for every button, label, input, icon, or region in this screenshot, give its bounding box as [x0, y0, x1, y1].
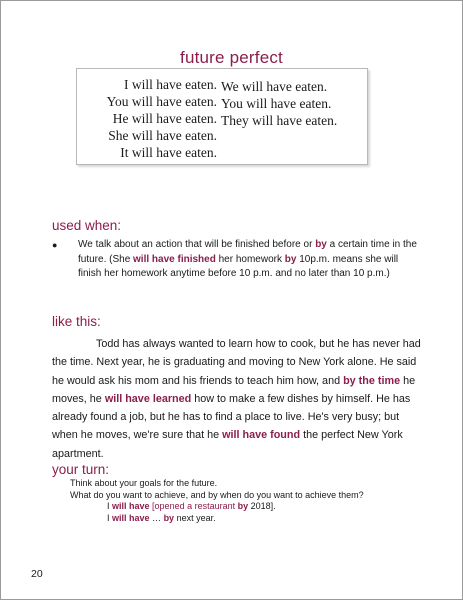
practice-sentence: [52, 513, 442, 525]
emphasis-text: by: [315, 239, 327, 250]
emphasis-text: will have found: [222, 429, 301, 442]
conjugation-line: They will have eaten.: [221, 113, 338, 128]
page-title: future perfect: [180, 48, 283, 67]
emphasis-text: will have: [112, 501, 150, 511]
emphasis-text: will have learned: [104, 392, 192, 405]
your-turn-block: [52, 478, 442, 524]
usage-bullet: [52, 238, 422, 282]
text-run: We talk about an action that will be finished before or: [78, 239, 316, 250]
conjugation-singular-column: [107, 76, 217, 161]
your-turn-heading: your turn:: [52, 462, 110, 477]
conjugation-line: It will have eaten.: [120, 145, 217, 160]
text-run: [opened a restaurant: [149, 501, 238, 511]
example-paragraph: [52, 335, 424, 463]
text-run: how to make a few dishes by himself. He has already found a job, but he has to find a place to live. He's very busy; but when he moves, we're sure that he: [52, 392, 411, 442]
emphasis-text: will have: [112, 512, 150, 523]
conjugation-plural-column: [221, 78, 337, 129]
instruction-line: Think about your goals for the future.: [70, 478, 218, 488]
text-run: the perfect New York apartment.: [52, 429, 403, 460]
text-run: her homework: [215, 253, 285, 265]
conjugation-line: I will have eaten.: [124, 77, 217, 92]
text-run: …: [149, 512, 164, 523]
emphasis-text: will have finished: [133, 253, 216, 265]
conjugation-line: She will have eaten.: [108, 128, 217, 143]
conjugation-line: You will have eaten.: [221, 96, 332, 111]
text-run: next year.: [174, 512, 216, 523]
conjugation-line: You will have eaten.: [106, 94, 217, 109]
conjugation-box: [76, 68, 368, 165]
like-this-heading: like this:: [52, 314, 101, 329]
emphasis-text: by: [163, 512, 175, 523]
conjugation-line: He will have eaten.: [112, 111, 217, 126]
text-run: I: [107, 512, 113, 523]
text-run: 10p.m. means she will finish her homework anytime before 10 p.m. and no later than 10 p.m.): [78, 253, 399, 279]
emphasis-text: by the time: [343, 374, 401, 387]
page-number: 20: [31, 568, 43, 580]
usage-bullet-text: [78, 238, 422, 282]
example-sentence: [52, 501, 442, 513]
emphasis-text: by: [237, 501, 249, 511]
instruction-line: What do you want to achieve, and by when do you want to achieve them?: [70, 489, 364, 500]
used-when-heading: used when:: [52, 218, 122, 233]
emphasis-text: by: [284, 253, 297, 265]
conjugation-line: We will have eaten.: [221, 79, 328, 94]
text-run: I: [107, 501, 113, 511]
bullet-icon: ●: [52, 240, 58, 250]
text-run: Todd has always wanted to learn how to cook, but he has never had the time. Next year, he is graduating and moving to New York alone. He said he would ask his mom and his friends to teach him how, and: [52, 338, 421, 387]
text-run: a certain time in the future. (She: [78, 239, 417, 265]
text-run: he moves, he: [52, 374, 416, 405]
text-run: 2018].: [248, 501, 276, 511]
